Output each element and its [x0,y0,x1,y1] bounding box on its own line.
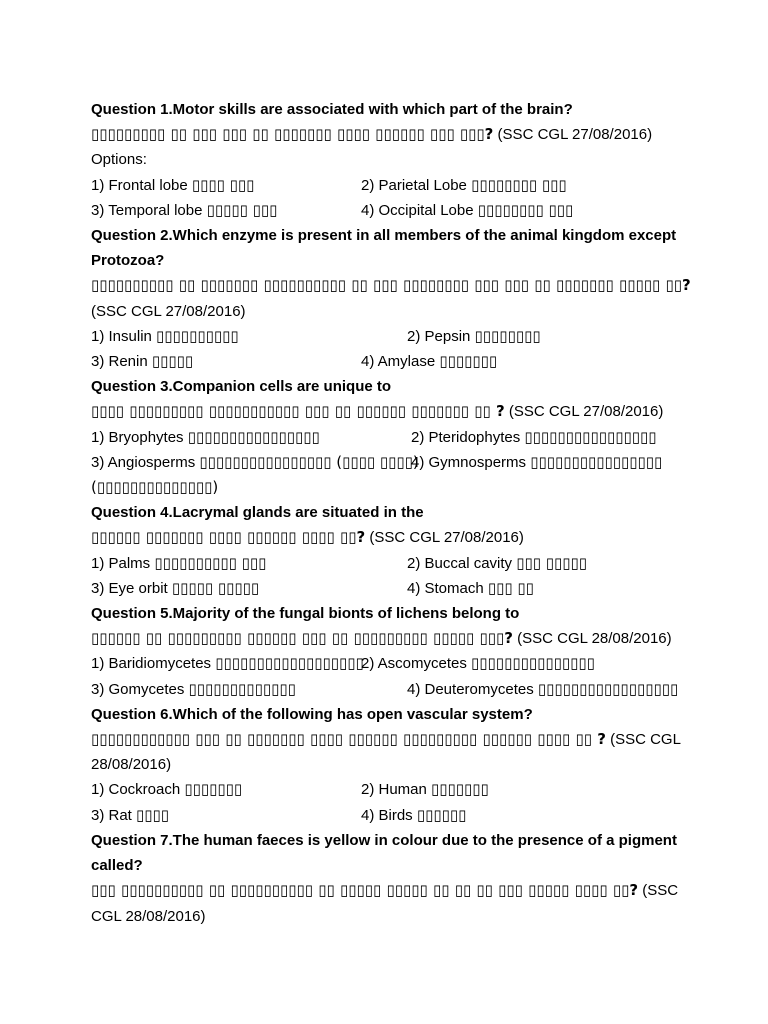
option-hindi: ▯▯▯▯▯▯▯▯▯▯▯▯▯▯▯▯ (▯▯▯▯ ▯▯▯▯) [199,452,419,471]
option-label: 3) Eye orbit [91,579,172,597]
option-label: 2) Pteridophytes [411,428,525,446]
options-row [91,576,691,601]
question-hindi-line [91,626,691,651]
question-hindi-line [91,727,691,777]
question-hindi-line [91,399,691,424]
question-title: Question 5.Majority of the fungal bionts of lichens belong to [91,605,520,623]
option-item [91,173,361,198]
option-label: 4) Stomach [407,579,488,597]
question-title: Question 2.Which enzyme is present in all members of the animal kingdom except Protozoa? [91,227,677,270]
question-title: Question 6.Which of the following has open vascular system? [91,705,533,723]
option-label: 4) Birds [361,806,417,824]
question-hindi-text: ▯▯▯▯▯▯▯▯▯ ▯▯ ▯▯▯ ▯▯▯ ▯▯ ▯▯▯▯▯▯▯ ▯▯▯▯ ▯▯▯▯▯▯ ▯▯▯ ▯▯▯? [91,125,494,144]
question-source: (SSC CGL 28/08/2016) [512,630,672,648]
question-source: (SSC CGL 27/08/2016) [504,403,664,421]
options-row [91,803,691,828]
question-list [91,97,691,929]
option-hindi: ▯▯▯ ▯▯ [487,578,534,597]
option-hindi: ▯▯▯▯▯ [151,352,194,371]
option-item [361,777,489,802]
option-item [361,198,573,223]
option-label: 1) Baridiomycetes [91,655,216,673]
question-hindi-text: ▯▯▯▯▯▯▯▯▯▯ ▯▯ ▯▯▯▯▯▯▯ ▯▯▯▯▯▯▯▯▯▯ ▯▯ ▯▯▯ ▯▯▯▯▯▯▯▯ ▯▯▯ ▯▯▯ ▯▯ ▯▯▯▯▯▯▯ ▯▯▯▯▯ ▯▯? [91,276,691,295]
option-item [91,677,407,702]
option-hindi: ▯▯▯▯▯▯▯▯ [474,326,541,345]
options-row [91,198,691,223]
question-block [91,601,691,702]
option-label: 1) Cockroach [91,781,185,799]
option-hindi: ▯▯▯▯▯▯▯▯▯▯▯▯▯▯▯▯ [524,427,657,446]
option-label: 4) Gymnosperms [411,453,531,471]
option-label: 1) Bryophytes [91,428,188,446]
option-hindi: ▯▯▯▯▯▯▯ [431,780,489,799]
options-row [91,475,691,500]
option-item [91,450,419,475]
question-source: (SSC CGL 27/08/2016) [365,529,524,547]
option-label: 4) Amylase [361,353,440,371]
option-item [91,475,218,500]
option-hindi: ▯▯▯▯▯ ▯▯▯▯▯ [171,578,260,597]
option-hindi: ▯▯▯▯▯▯▯▯▯▯ ▯▯▯ [154,553,267,572]
option-hindi: ▯▯▯▯▯▯▯ [439,352,498,371]
option-item [407,677,678,702]
question-hindi-text: ▯▯▯▯▯▯ ▯▯▯▯▯▯▯ ▯▯▯▯ ▯▯▯▯▯▯ ▯▯▯▯ ▯▯? [91,528,366,547]
option-item [91,324,407,349]
option-hindi: ▯▯▯▯▯▯▯▯▯▯ [156,326,239,345]
question-hindi-line [91,525,691,550]
options-row [91,551,691,576]
options-row [91,324,691,349]
option-hindi: ▯▯▯▯▯▯▯▯▯▯▯▯▯▯▯▯ [530,452,663,471]
options-row [91,425,691,450]
question-source: (SSC CGL 28/08/2016) [91,731,681,774]
options-row [91,677,691,702]
question-title: Question 1.Motor skills are associated with which part of the brain? [91,101,573,118]
option-hindi: ▯▯▯▯▯ ▯▯▯ [206,200,278,219]
question-hindi-text: ▯▯▯▯ ▯▯▯▯▯▯▯▯▯ ▯▯▯▯▯▯▯▯▯▯▯ ▯▯▯ ▯▯ ▯▯▯▯▯▯ ▯▯▯▯▯▯▯ ▯▯ ? [91,402,505,421]
option-label: 2) Buccal cavity [407,554,517,572]
question-block [91,500,691,601]
option-label: 3) Temporal lobe [91,201,207,219]
option-hindi: ▯▯▯▯▯▯▯ [184,780,243,799]
options-label: Options: [91,151,147,169]
option-label: 3) Angiosperms [91,453,200,471]
option-hindi: ▯▯▯▯▯▯▯▯▯▯▯▯▯▯▯ [471,654,595,673]
question-title: Question 3.Companion cells are unique to [91,378,392,396]
option-label: 2) Ascomycetes [361,655,472,673]
option-hindi: ▯▯▯▯▯▯ [416,805,467,824]
options-row [91,651,691,676]
options-row [91,777,691,802]
question-hindi-text: ▯▯▯ ▯▯▯▯▯▯▯▯▯▯ ▯▯ ▯▯▯▯▯▯▯▯▯▯ ▯▯ ▯▯▯▯▯ ▯▯▯▯▯ ▯▯ ▯▯ ▯▯ ▯▯▯ ▯▯▯▯▯ ▯▯▯▯ ▯▯? [91,881,639,900]
option-item [407,324,541,349]
option-item [361,803,466,828]
question-hindi-line [91,878,691,928]
option-label: 2) Parietal Lobe [361,176,472,194]
option-hindi: ▯▯▯▯▯▯▯▯ ▯▯▯ [471,175,567,194]
option-item [91,551,407,576]
option-label: 3) Gomycetes [91,680,189,698]
option-label: 2) Human [361,781,432,799]
question-block [91,828,691,929]
option-label: 1) Frontal lobe [91,176,192,194]
option-label: 3) Renin [91,353,152,371]
option-label: 3) Rat [91,806,137,824]
option-item [91,349,361,374]
option-item [407,551,587,576]
option-item [407,576,534,601]
option-hindi: ▯▯▯▯▯▯▯▯▯▯▯▯▯ [188,679,296,698]
option-item [91,425,411,450]
option-label: 4) Deuteromycetes [407,680,538,698]
question-block [91,223,691,374]
options-row [91,173,691,198]
options-row [91,450,691,475]
option-hindi: ▯▯▯▯▯▯▯▯ ▯▯▯ [477,200,574,219]
option-item [91,777,361,802]
question-block [91,97,691,223]
option-hindi: ▯▯▯▯▯▯▯▯▯▯▯▯▯▯▯▯ [187,427,320,446]
option-hindi: ▯▯▯ ▯▯▯▯▯ [516,553,588,572]
options-row [91,349,691,374]
option-item [91,803,361,828]
question-hindi-line [91,273,691,323]
option-item [361,349,497,374]
option-label: 4) Occipital Lobe [361,201,478,219]
question-source: (SSC CGL 27/08/2016) [91,302,246,320]
option-label: 1) Palms [91,554,155,572]
question-hindi-text: ▯▯▯▯▯▯▯▯▯▯▯▯ ▯▯▯ ▯▯ ▯▯▯▯▯▯▯ ▯▯▯▯ ▯▯▯▯▯▯ ▯▯▯▯▯▯▯▯▯ ▯▯▯▯▯▯ ▯▯▯▯ ▯▯ ? [91,730,606,749]
option-item [361,173,567,198]
option-item [411,425,656,450]
option-hindi: ▯▯▯▯ [136,805,170,824]
option-item [411,450,662,475]
question-block [91,374,691,500]
question-block [91,702,691,828]
option-item [91,576,407,601]
option-hindi: (▯▯▯▯▯▯▯▯▯▯▯▯▯▯) [91,478,219,497]
option-label: 2) Pepsin [407,327,475,345]
question-title: Question 4.Lacrymal glands are situated in the [91,504,424,522]
question-title: Question 7.The human faeces is yellow in colour due to the presence of a pigment called? [91,831,677,875]
option-hindi: ▯▯▯▯▯▯▯▯▯▯▯▯▯▯▯▯▯ [537,679,679,698]
question-source: (SSC CGL 28/08/2016) [91,882,679,925]
option-item [91,198,361,223]
option-hindi: ▯▯▯▯ ▯▯▯ [191,175,255,194]
question-source: (SSC CGL 27/08/2016) [493,126,653,144]
option-hindi: ▯▯▯▯▯▯▯▯▯▯▯▯▯▯▯▯▯▯ [215,654,364,673]
option-item [361,651,595,676]
question-hindi-text: ▯▯▯▯▯▯ ▯▯ ▯▯▯▯▯▯▯▯▯ ▯▯▯▯▯▯ ▯▯▯ ▯▯ ▯▯▯▯▯▯▯▯▯ ▯▯▯▯▯ ▯▯▯? [91,629,513,648]
question-hindi-line [91,122,691,147]
option-label: 1) Insulin [91,327,157,345]
option-item [91,651,364,676]
